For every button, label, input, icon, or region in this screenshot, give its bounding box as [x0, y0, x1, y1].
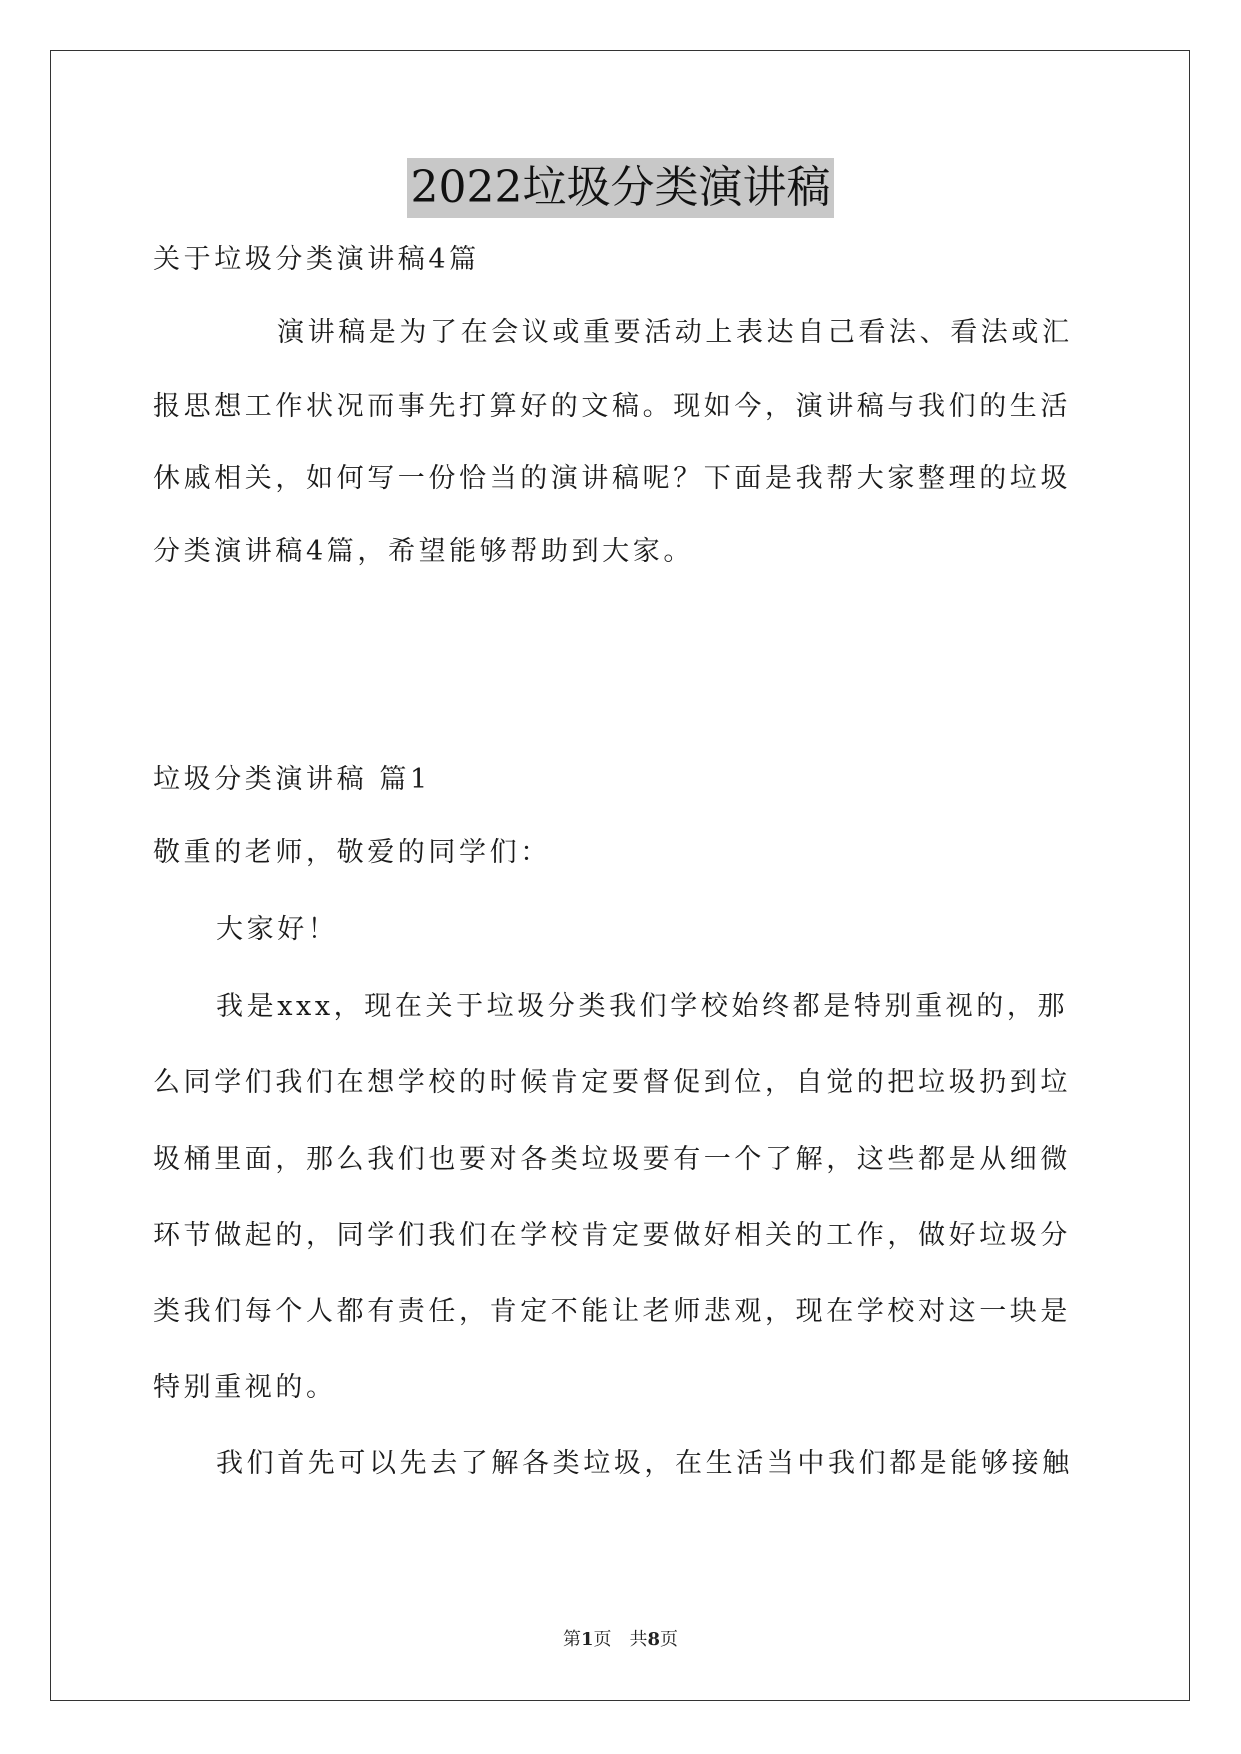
page-suffix: 页: [660, 1629, 679, 1650]
page-mid: 页 共: [593, 1629, 648, 1650]
intro-line: 分类演讲稿4篇，希望能够帮助到大家。: [153, 536, 694, 567]
body-line: 我是xxx，现在关于垃圾分类我们学校始终都是特别重视的，那: [216, 991, 1069, 1022]
body-line: 类我们每个人都有责任，肯定不能让老师悲观，现在学校对这一块是: [153, 1296, 1071, 1327]
page-total: 8: [647, 1629, 661, 1650]
title-container: [0, 158, 1241, 218]
body-line: 么同学们我们在想学校的时候肯定要督促到位，自觉的把垃圾扔到垃: [153, 1067, 1071, 1098]
body-line: 环节做起的，同学们我们在学校肯定要做好相关的工作，做好垃圾分: [153, 1220, 1071, 1251]
body-line: 圾桶里面，那么我们也要对各类垃圾要有一个了解，这些都是从细微: [153, 1144, 1071, 1175]
page-current: 1: [580, 1629, 594, 1650]
intro-line: 休戚相关，如何写一份恰当的演讲稿呢？下面是我帮大家整理的垃圾: [153, 463, 1071, 494]
salutation: 敬重的老师，敬爱的同学们：: [153, 837, 551, 868]
body-line: 我们首先可以先去了解各类垃圾，在生活当中我们都是能够接触: [216, 1448, 1073, 1479]
page-prefix: 第: [562, 1629, 581, 1650]
greeting: 大家好！: [216, 914, 339, 945]
intro-line: 演讲稿是为了在会议或重要活动上表达自己看法、看法或汇: [277, 317, 1073, 348]
intro-line: 报思想工作状况而事先打算好的文稿。现如今，演讲稿与我们的生活: [153, 391, 1071, 422]
subtitle: 关于垃圾分类演讲稿4篇: [153, 244, 480, 275]
section-heading: 垃圾分类演讲稿 篇1: [153, 764, 431, 795]
body-line: 特别重视的。: [153, 1372, 337, 1403]
document-title: 2022垃圾分类演讲稿: [407, 158, 835, 218]
page-footer: [0, 1628, 1241, 1652]
